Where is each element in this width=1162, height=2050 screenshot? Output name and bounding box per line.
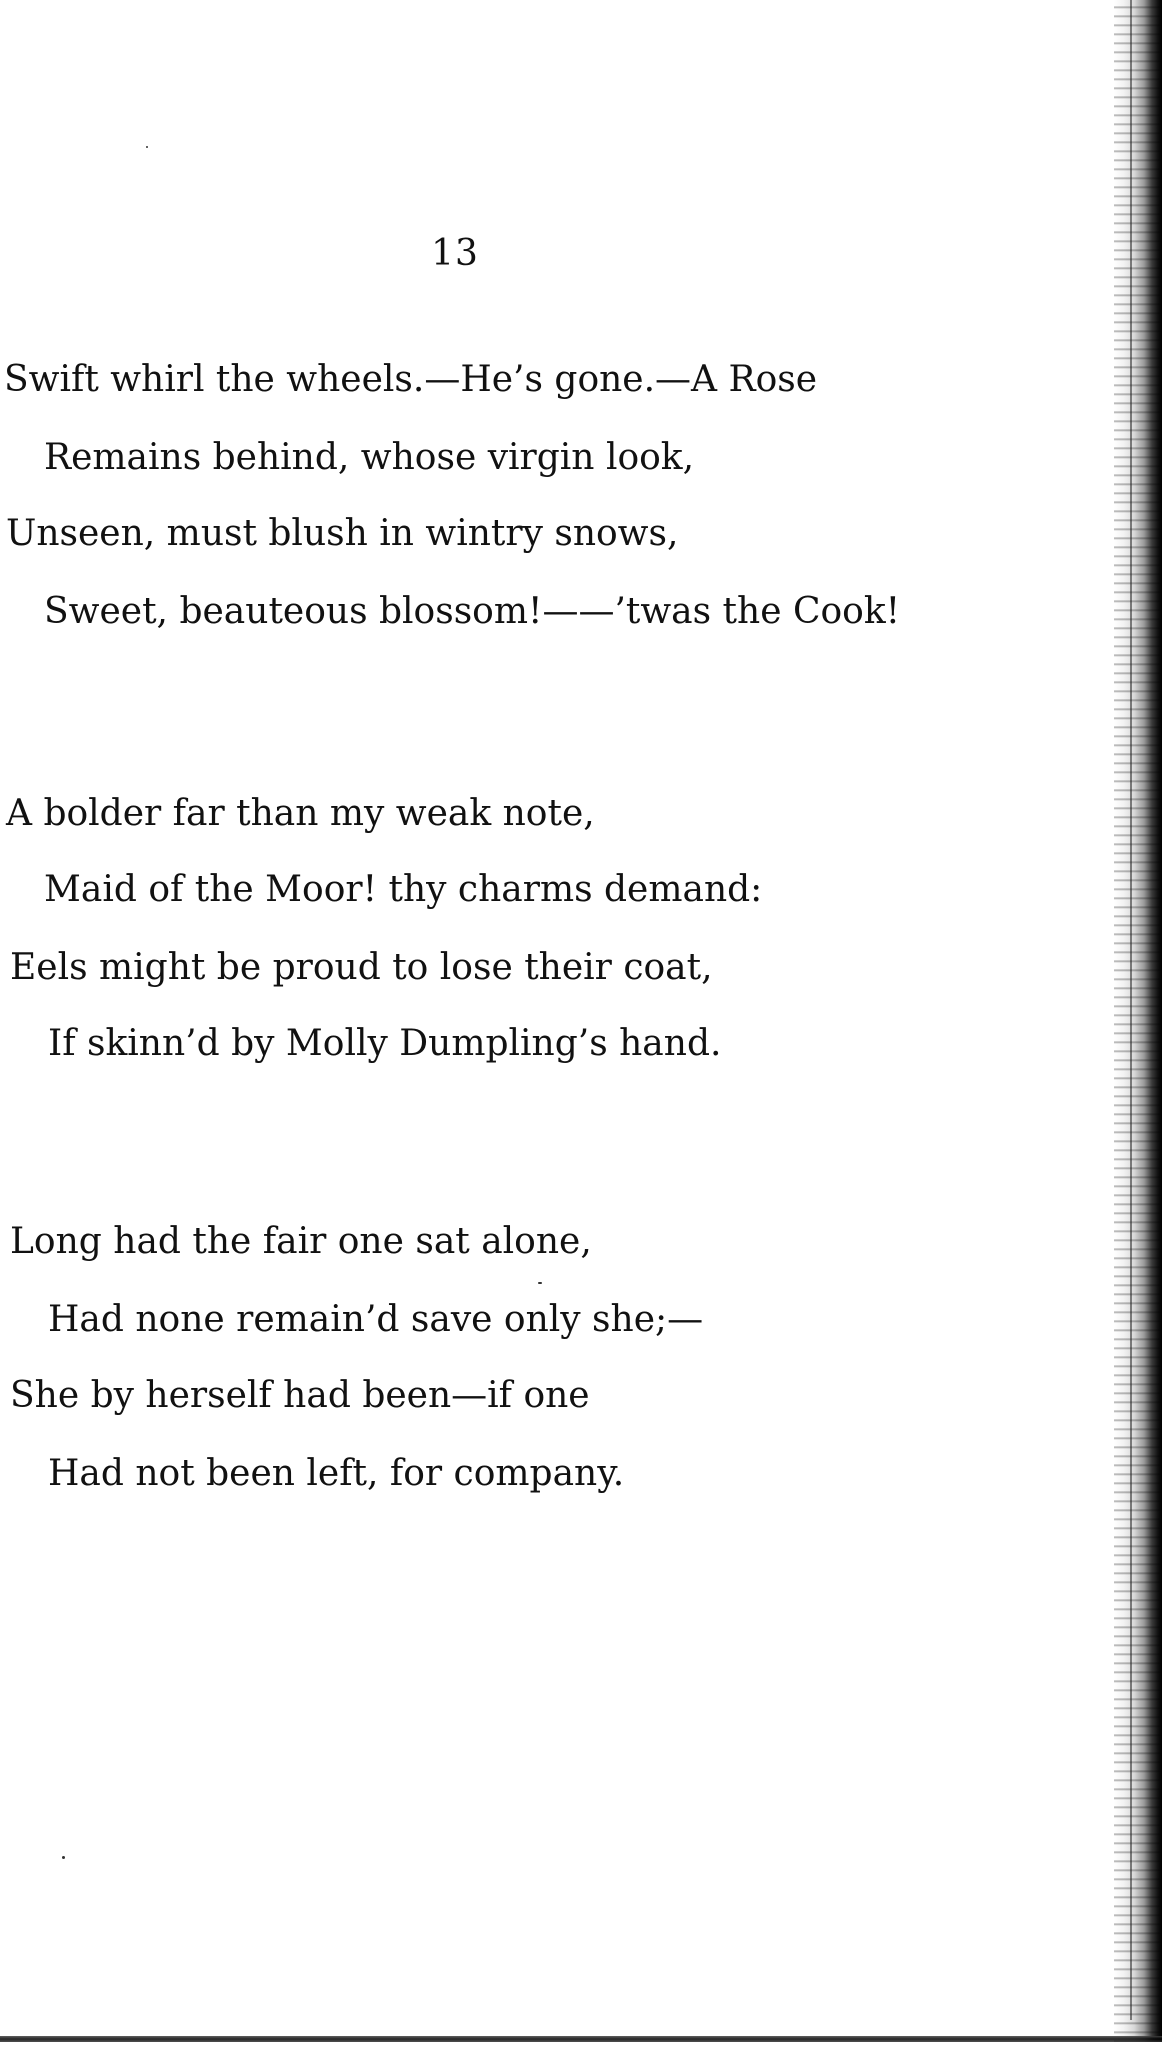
scan-speck: [146, 146, 148, 148]
stanza-1-line-4: Sweet, beauteous blossom!——’twas the Cook!: [44, 591, 901, 632]
stanza-1-line-1: Swift whirl the wheels.—He’s gone.—A Rose: [4, 359, 818, 400]
stanza-1-line-2: Remains behind, whose virgin look,: [44, 437, 695, 478]
page-binding-line: [1130, 0, 1132, 2020]
stanza-2-line-4: If skinn’d by Molly Dumpling’s hand.: [48, 1023, 722, 1064]
stanza-2-line-2: Maid of the Moor! thy charms demand:: [44, 869, 763, 910]
stanza-3-line-3: She by herself had been—if one: [10, 1375, 590, 1416]
stanza-3-line-1: Long had the fair one sat alone,: [10, 1221, 592, 1262]
stanza-2-line-1: A bolder far than my weak note,: [6, 793, 595, 834]
page-number: 13: [431, 233, 479, 274]
page-binding-edge: [1114, 0, 1162, 2050]
stanza-1-line-3: Unseen, must blush in wintry snows,: [6, 513, 679, 554]
stanza-3-line-4: Had not been left, for company.: [48, 1453, 625, 1494]
page-bottom-margin: [0, 2042, 1162, 2050]
scan-speck: [62, 1856, 65, 1859]
stanza-2-line-3: Eels might be proud to lose their coat,: [10, 947, 713, 988]
page-bottom-edge: [0, 2036, 1162, 2042]
stanza-3-line-2: Had none remain’d save only she;—: [48, 1299, 704, 1340]
scan-speck: [538, 1282, 542, 1284]
